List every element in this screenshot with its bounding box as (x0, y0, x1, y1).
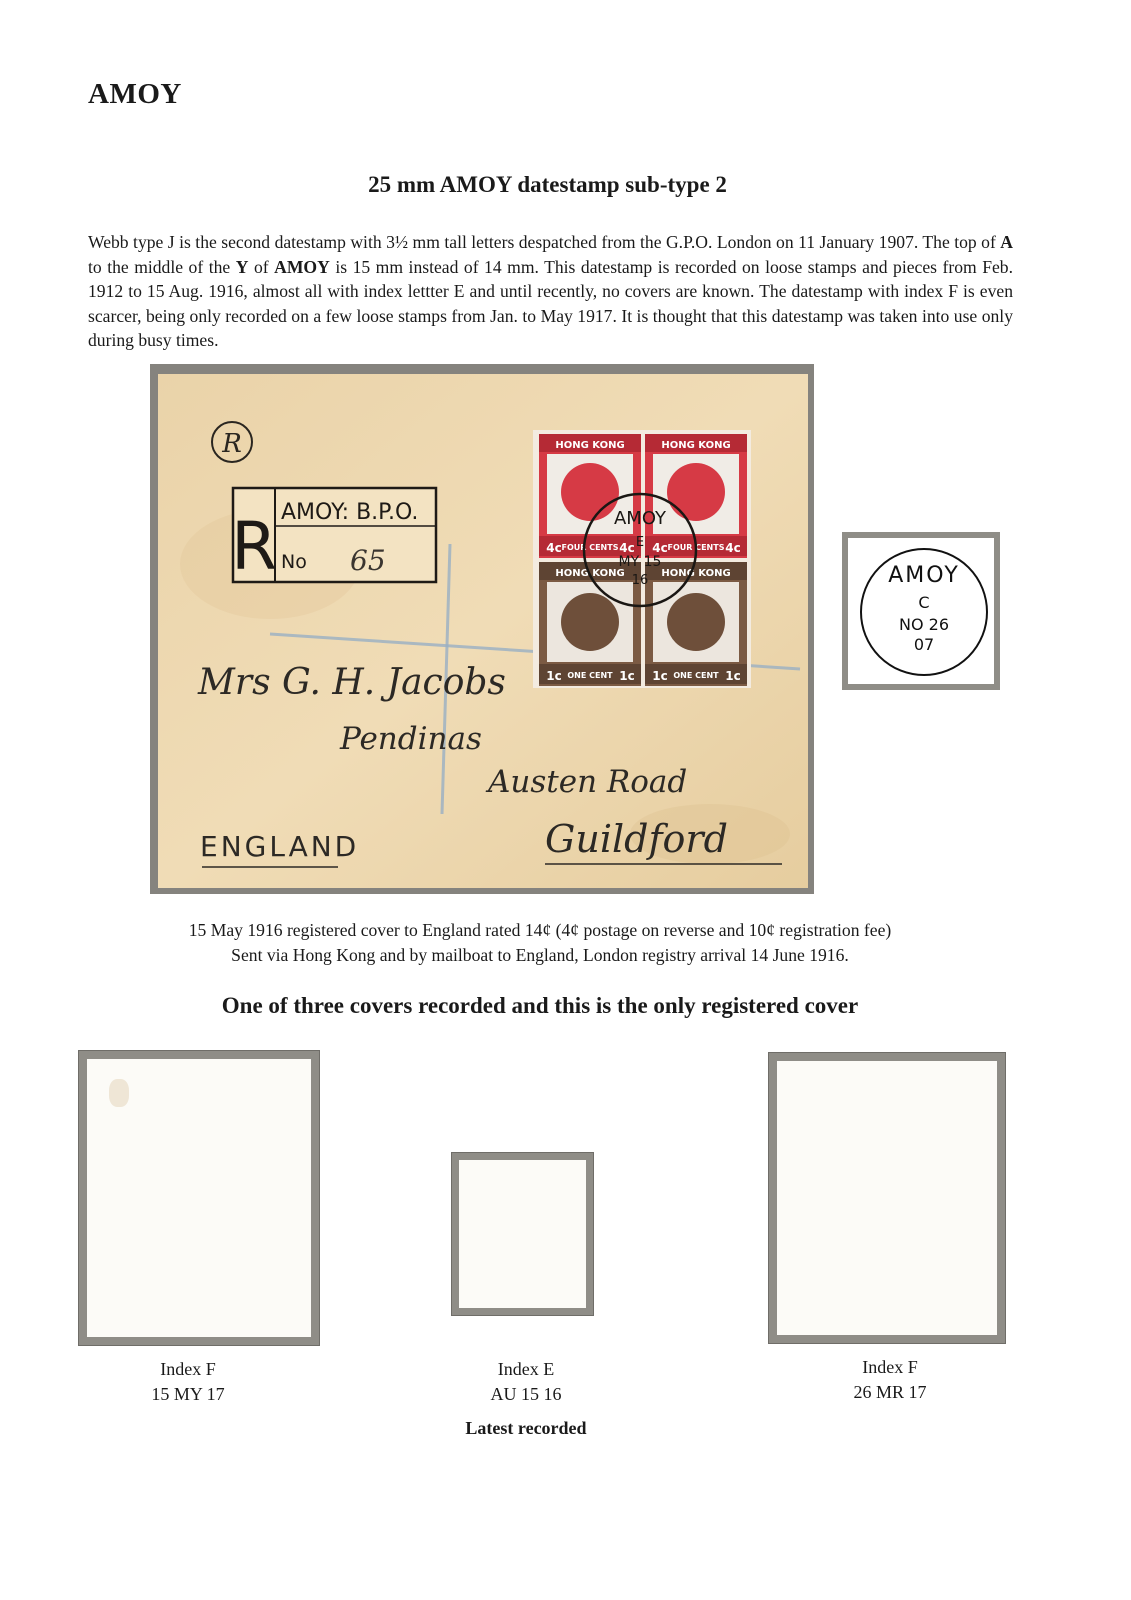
strike-town: AMOY (888, 563, 960, 588)
intro-emphasis: AMOY (274, 256, 330, 277)
registration-number-label: No (281, 551, 307, 573)
registered-mark-letter: R (222, 429, 242, 459)
conclusion-heading: One of three covers recorded and this is the only registered cover (221, 993, 859, 1018)
index-caption (88, 1357, 288, 1407)
cover-caption-line: 15 May 1916 registered cover to England rated 14¢ (4¢ postage on reverse and 10¢ registration fee) (188, 920, 892, 940)
intro-text: of (248, 256, 275, 277)
section-heading: 25 mm AMOY datestamp sub-type 2 (368, 172, 727, 197)
intro-paragraph (88, 230, 1013, 353)
postmark-index: E (635, 535, 645, 550)
intro-text: to the middle of the (88, 256, 236, 277)
stamp-value: 4c (546, 541, 562, 555)
stamp-mount-center (451, 1152, 594, 1316)
intro-text: Webb type J is the second datestamp with 3½ mm tall letters despatched from the G.P.O. London on 11 January 1907. The top of (88, 232, 1001, 252)
stamp-mount-right (768, 1052, 1006, 1344)
stamp-1c-left (539, 562, 641, 686)
page-title: AMOY (88, 78, 182, 110)
intro-text: is 15 mm instead of 14 mm. This datestamp is recorded on loose stamps and pieces from Feb. 1912 to 15 Aug. 1916, almost all with index lettter E and until recently, no covers are known. The datestamp with index F is even scarcer, being only recorded on a few loose stamps from Jan. to May 1917. It is thought that this datestamp was taken into use only during busy times. (88, 256, 1013, 350)
address-country: ENGLAND (200, 830, 360, 863)
index-caption (790, 1355, 990, 1405)
stamp-1c-right (645, 562, 747, 686)
registration-number: 65 (350, 544, 386, 577)
stamp-value-words: ONE CENT (673, 671, 719, 680)
index-date: 15 MY 17 (151, 1384, 225, 1404)
registration-office: AMOY: B.P.O. (281, 500, 419, 525)
strike-index: C (918, 593, 930, 612)
stamp-value: 1c (652, 669, 668, 683)
stamp-value: 4c (725, 541, 741, 555)
cover-caption (60, 918, 1020, 968)
address-line1: Pendinas (340, 721, 482, 757)
index-label: Index F (160, 1359, 216, 1379)
stamp-value: 4c (652, 541, 668, 555)
stamp-value-words: FOUR CENTS (667, 543, 725, 552)
address-name: Mrs G. H. Jacobs (198, 662, 506, 703)
index-label: Index F (862, 1357, 918, 1377)
address-town: Guildford (545, 817, 728, 861)
intro-emphasis: A (1000, 232, 1013, 252)
strike-date: NO 26 (898, 615, 950, 634)
strike-year: 07 (913, 635, 935, 654)
stamp-country: HONG KONG (661, 440, 731, 451)
index-caption (426, 1357, 626, 1407)
stamp-country: HONG KONG (555, 440, 625, 451)
index-date: 26 MR 17 (853, 1382, 927, 1402)
stamp-country: HONG KONG (661, 568, 731, 579)
index-label: Index E (497, 1359, 555, 1379)
stamp-country: HONG KONG (555, 568, 625, 579)
stamp-mount-left (78, 1050, 320, 1346)
stamp-value: 4c (619, 541, 635, 555)
address-country-block (200, 830, 359, 867)
postmark-date: MY 15 (618, 554, 662, 570)
stamp-value-words: FOUR CENTS (561, 543, 619, 552)
datestamp-strike (842, 532, 1000, 690)
postmark-town: AMOY (613, 508, 667, 529)
latest-recorded-note: Latest recorded (465, 1418, 587, 1438)
intro-emphasis: Y (235, 256, 249, 277)
stamp-image (109, 1079, 129, 1107)
registration-letter: R (231, 508, 277, 585)
registration-label (231, 488, 436, 585)
address-line2: Austen Road (488, 764, 688, 800)
stamp-value: 1c (725, 669, 741, 683)
index-date: AU 15 16 (490, 1384, 562, 1404)
cover-photo (150, 364, 814, 894)
stamp-value: 1c (546, 669, 562, 683)
cover-caption-line: Sent via Hong Kong and by mailboat to England, London registry arrival 14 June 1916. (231, 945, 849, 965)
postmark-year: 16 (631, 573, 649, 588)
stamp-value-words: ONE CENT (567, 671, 613, 680)
stamp-value: 1c (619, 669, 635, 683)
stamp-block (533, 430, 751, 688)
